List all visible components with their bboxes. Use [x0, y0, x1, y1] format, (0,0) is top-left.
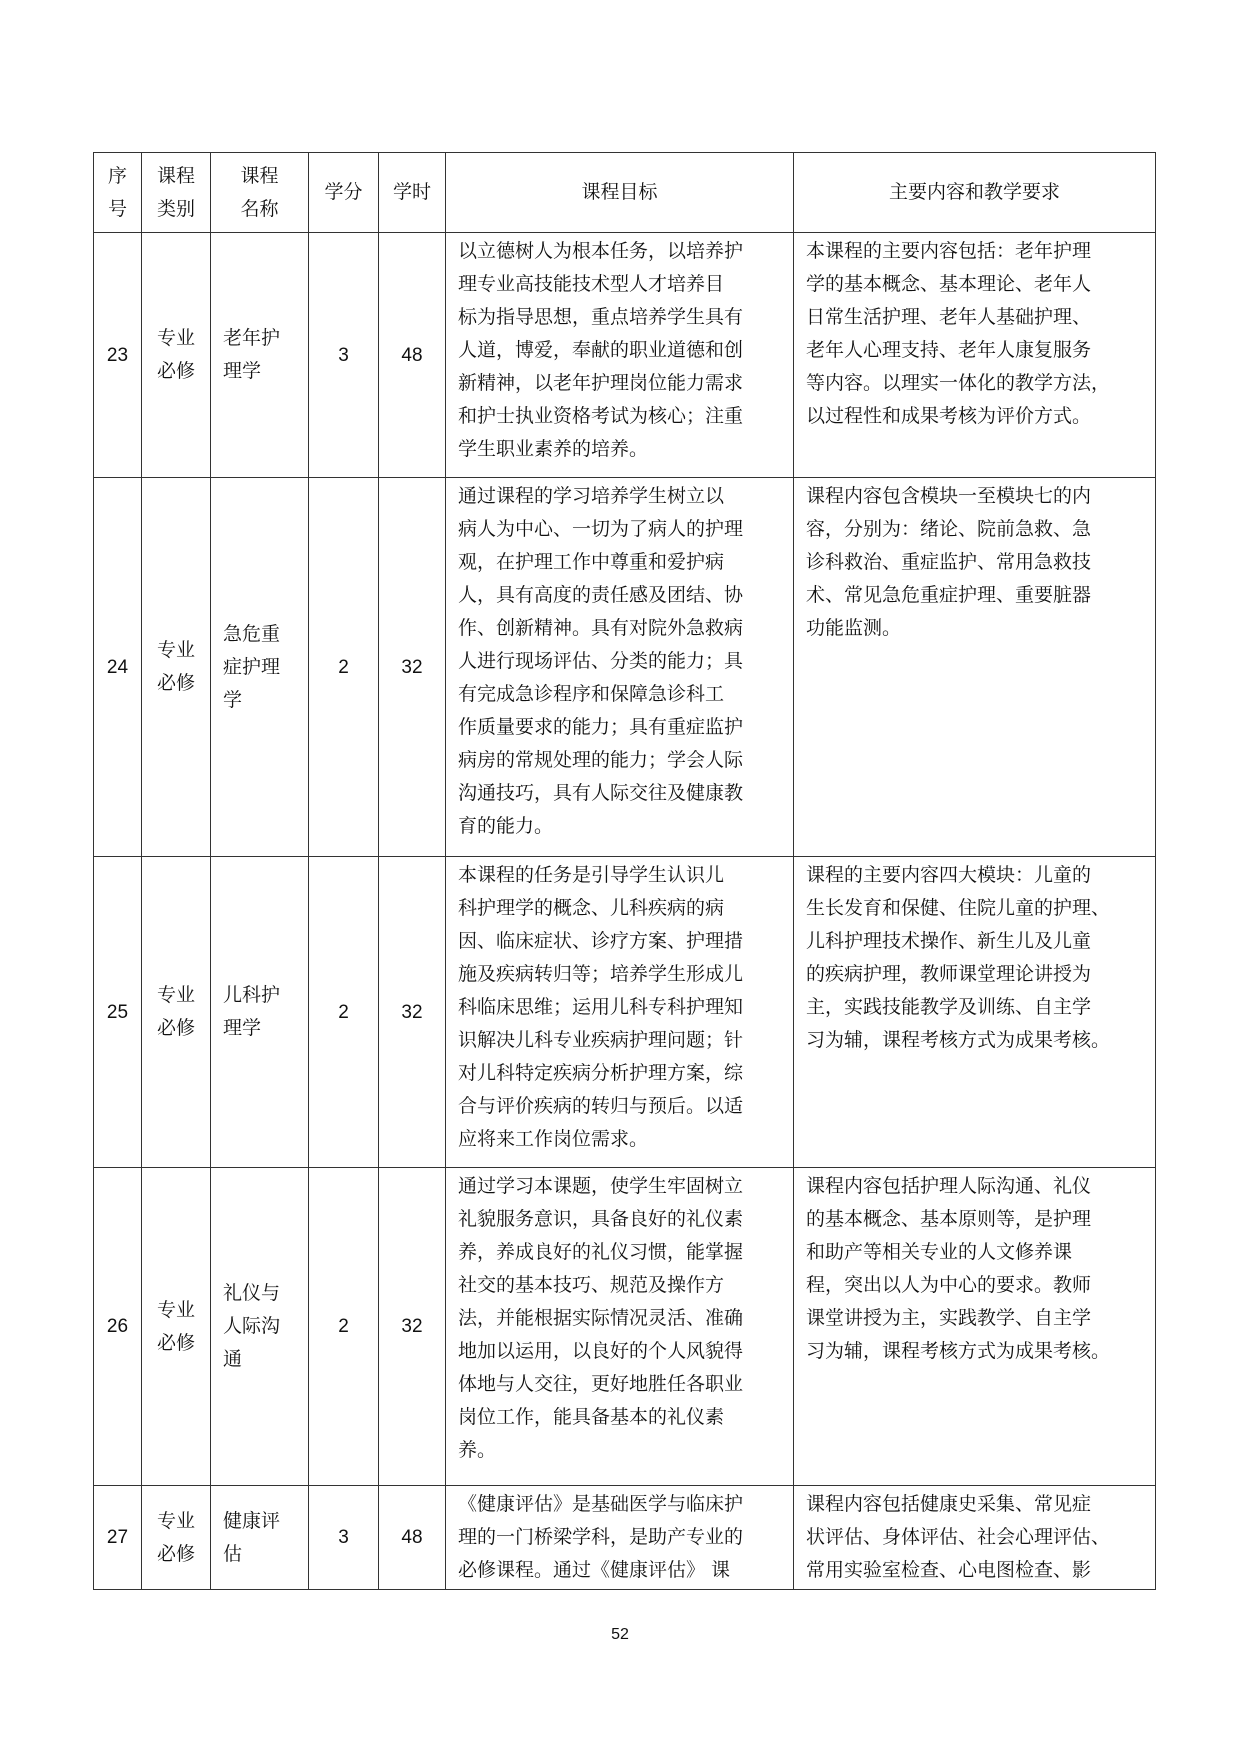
content-line: 老年人心理支持、老年人康复服务	[806, 339, 1092, 361]
goals-line: 有完成急诊程序和保障急诊科工	[458, 683, 725, 705]
goals-line: 病房的常规处理的能力；学会人际	[458, 749, 744, 771]
content-line: 术、常见急危重症护理、重要脏器	[806, 584, 1092, 606]
content-line: 课堂讲授为主，实践教学、自主学	[806, 1307, 1092, 1329]
name-line: 人际沟	[223, 1315, 281, 1337]
row-hours: 32	[379, 478, 446, 857]
table-row	[94, 857, 1156, 1168]
row-hours: 32	[379, 1168, 446, 1486]
row-name	[211, 857, 309, 1168]
name-line: 估	[223, 1542, 243, 1565]
course-table	[93, 152, 1156, 1590]
goals-line: 地加以运用，以良好的个人风貌得	[458, 1340, 744, 1362]
row-goals	[446, 233, 794, 478]
name-line: 健康评	[223, 1509, 281, 1532]
header-name: 课程 名称	[211, 153, 309, 233]
goals-line: 《健康评估》是基础医学与临床护	[458, 1493, 744, 1515]
category-line: 专业	[156, 327, 195, 349]
goals-line: 对儿科特定疾病分析护理方案，综	[458, 1062, 744, 1084]
content-line: 习为辅，课程考核方式为成果考核。	[806, 1340, 1111, 1362]
content-line: 习为辅，课程考核方式为成果考核。	[806, 1029, 1111, 1051]
row-credits: 2	[309, 478, 379, 857]
row-name	[211, 478, 309, 857]
goals-line: 学生职业素养的培养。	[458, 438, 649, 460]
content-line: 生长发育和保健、住院儿童的护理、	[806, 897, 1111, 919]
category-line: 必修	[156, 1331, 195, 1354]
row-hours: 32	[379, 857, 446, 1168]
header-goals: 课程目标	[446, 153, 794, 233]
goals-line: 人，具有高度的责任感及团结、协	[458, 584, 744, 606]
row-credits: 2	[309, 1168, 379, 1486]
goals-line: 作质量要求的能力；具有重症监护	[458, 716, 744, 738]
row-goals	[446, 478, 794, 857]
table-row	[94, 1486, 1156, 1590]
goals-line: 作、创新精神。具有对院外急救病	[458, 617, 744, 639]
row-credits: 3	[309, 233, 379, 478]
table-row	[94, 478, 1156, 857]
goals-line: 和护士执业资格考试为核心；注重	[458, 405, 744, 427]
goals-line: 岗位工作，能具备基本的礼仪素	[458, 1406, 725, 1428]
name-line: 症护理	[223, 655, 281, 678]
content-line: 和助产等相关专业的人文修养课	[806, 1241, 1073, 1263]
category-line: 必修	[156, 1017, 195, 1039]
row-content	[794, 857, 1156, 1168]
row-goals	[446, 1168, 794, 1486]
name-line: 理学	[223, 1017, 262, 1039]
goals-line: 法，并能根据实际情况灵活、准确	[458, 1307, 744, 1329]
row-content	[794, 1486, 1156, 1590]
name-line: 礼仪与	[223, 1282, 281, 1304]
name-line: 儿科护	[223, 984, 281, 1006]
row-category	[142, 233, 211, 478]
name-line: 理学	[223, 360, 262, 382]
content-line: 课程的主要内容四大模块：儿童的	[806, 864, 1092, 886]
row-content	[794, 233, 1156, 478]
goals-line: 育的能力。	[458, 815, 554, 837]
goals-line: 体地与人交往，更好地胜任各职业	[458, 1373, 744, 1395]
goals-line: 病人为中心、一切为了病人的护理	[458, 518, 744, 540]
row-category	[142, 857, 211, 1168]
row-name	[211, 1168, 309, 1486]
content-line: 常用实验室检查、心电图检查、影	[806, 1559, 1092, 1581]
content-line: 儿科护理技术操作、新生儿及儿童	[806, 930, 1092, 952]
content-line: 课程内容包含模块一至模块七的内	[806, 485, 1092, 507]
content-line: 课程内容包括护理人际沟通、礼仪	[806, 1175, 1092, 1197]
content-line: 日常生活护理、老年人基础护理、	[806, 306, 1092, 328]
category-line: 必修	[156, 672, 195, 694]
category-line: 专业	[156, 639, 195, 661]
goals-line: 理的一门桥梁学科，是助产专业的	[458, 1526, 744, 1548]
content-line: 以过程性和成果考核为评价方式。	[806, 405, 1092, 427]
row-index: 24	[94, 478, 142, 857]
row-content	[794, 1168, 1156, 1486]
goals-line: 应将来工作岗位需求。	[458, 1128, 649, 1150]
row-hours: 48	[379, 1486, 446, 1590]
row-index: 26	[94, 1168, 142, 1486]
row-category	[142, 1486, 211, 1590]
goals-line: 科临床思维；运用儿科专科护理知	[458, 996, 744, 1018]
page-number: 52	[611, 1626, 629, 1643]
header-credits: 学分	[309, 153, 379, 233]
goals-line: 新精神，以老年护理岗位能力需求	[458, 372, 744, 394]
goals-line: 本课程的任务是引导学生认识儿	[458, 864, 725, 886]
goals-line: 人进行现场评估、分类的能力；具	[458, 650, 744, 672]
goals-line: 通过学习本课题，使学生牢固树立	[458, 1175, 744, 1197]
goals-line: 合与评价疾病的转归与预后。以适	[458, 1095, 744, 1117]
goals-line: 养。	[458, 1439, 497, 1461]
goals-line: 人道，博爱，奉献的职业道德和创	[458, 339, 744, 361]
row-index: 25	[94, 857, 142, 1168]
goals-line: 因、临床症状、诊疗方案、护理措	[458, 930, 744, 952]
goals-line: 观，在护理工作中尊重和爱护病	[458, 551, 725, 573]
category-line: 必修	[156, 1542, 195, 1565]
goals-line: 理专业高技能技术型人才培养目	[458, 273, 725, 295]
goals-line: 识解决儿科专业疾病护理问题；针	[458, 1029, 744, 1051]
goals-line: 施及疾病转归等；培养学生形成儿	[458, 963, 744, 985]
row-index: 27	[94, 1486, 142, 1590]
header-index: 序 号	[94, 153, 142, 233]
row-name	[211, 233, 309, 478]
category-line: 专业	[156, 1298, 195, 1321]
content-line: 本课程的主要内容包括：老年护理	[806, 240, 1092, 262]
table-row	[94, 233, 1156, 478]
header-category: 课程 类别	[142, 153, 211, 233]
goals-line: 社交的基本技巧、规范及操作方	[458, 1274, 725, 1296]
goals-line: 标为指导思想，重点培养学生具有	[458, 306, 744, 328]
goals-line: 以立德树人为根本任务，以培养护	[458, 240, 744, 262]
content-line: 功能监测。	[806, 617, 902, 639]
table-header-row	[94, 153, 1156, 233]
row-category	[142, 1168, 211, 1486]
table-row	[94, 1168, 1156, 1486]
content-line: 的基本概念、基本原则等，是护理	[806, 1208, 1092, 1230]
goals-line: 科护理学的概念、儿科疾病的病	[458, 897, 725, 919]
category-line: 必修	[156, 360, 195, 382]
name-line: 急危重	[223, 622, 281, 645]
row-credits: 2	[309, 857, 379, 1168]
category-line: 专业	[156, 1509, 195, 1532]
content-line: 状评估、身体评估、社会心理评估、	[806, 1526, 1111, 1548]
name-line: 通	[223, 1348, 243, 1370]
content-line: 程，突出以人为中心的要求。教师	[806, 1274, 1092, 1296]
name-line: 老年护	[223, 327, 281, 349]
row-goals	[446, 857, 794, 1168]
content-line: 容，分别为：绪论、院前急救、急	[806, 518, 1092, 540]
row-credits: 3	[309, 1486, 379, 1590]
row-goals	[446, 1486, 794, 1590]
content-line: 课程内容包括健康史采集、常见症	[806, 1493, 1092, 1515]
category-line: 专业	[156, 984, 195, 1006]
goals-line: 养，养成良好的礼仪习惯，能掌握	[458, 1241, 744, 1263]
row-name	[211, 1486, 309, 1590]
goals-line: 必修课程。通过《健康评估》 课	[458, 1559, 731, 1581]
goals-line: 礼貌服务意识，具备良好的礼仪素	[458, 1208, 744, 1230]
name-line: 学	[223, 688, 243, 711]
content-line: 诊科救治、重症监护、常用急救技	[806, 551, 1092, 573]
row-hours: 48	[379, 233, 446, 478]
goals-line: 通过课程的学习培养学生树立以	[458, 485, 725, 507]
header-hours: 学时	[379, 153, 446, 233]
content-line: 的疾病护理，教师课堂理论讲授为	[806, 963, 1092, 985]
goals-line: 沟通技巧，具有人际交往及健康教	[458, 782, 744, 804]
row-category	[142, 478, 211, 857]
row-content	[794, 478, 1156, 857]
content-line: 等内容。以理实一体化的教学方法，	[806, 372, 1111, 394]
row-index: 23	[94, 233, 142, 478]
content-line: 主，实践技能教学及训练、自主学	[806, 996, 1092, 1018]
content-line: 学的基本概念、基本理论、老年人	[806, 273, 1092, 295]
header-content: 主要内容和教学要求	[794, 153, 1156, 233]
